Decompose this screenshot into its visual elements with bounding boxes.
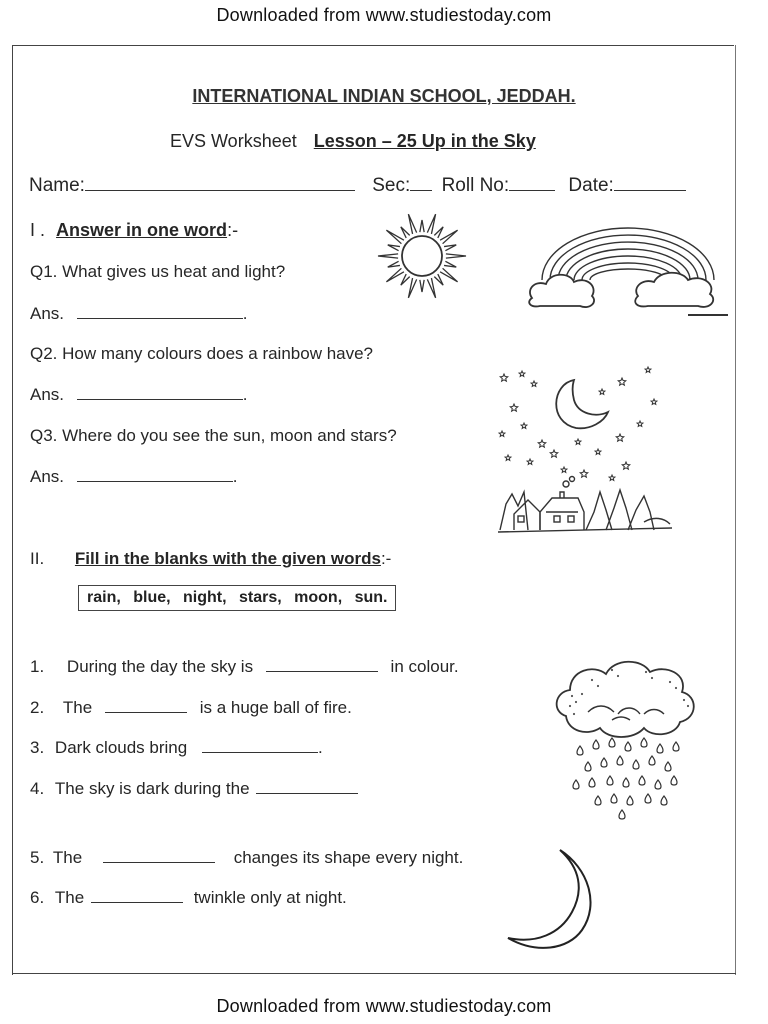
date-field[interactable] [614, 176, 686, 191]
blank-item-1 [30, 657, 459, 677]
rain-cloud-icon [552, 656, 700, 822]
answer-end: . [232, 467, 238, 486]
answer-3-row [30, 467, 238, 487]
item-number: 5. [30, 848, 45, 867]
item-number: 6. [30, 888, 45, 907]
answer-3-field[interactable] [77, 467, 233, 482]
section2-suffix: :- [380, 549, 392, 568]
worksheet-subject: EVS Worksheet [170, 131, 297, 151]
answer-label: Ans. [30, 304, 65, 323]
answer-label: Ans. [30, 385, 65, 404]
blank-item-6 [30, 888, 347, 908]
answer-2-field[interactable] [77, 385, 243, 400]
question-2: Q2. How many colours does a rainbow have? [30, 344, 374, 363]
sec-label: Sec: [372, 175, 411, 196]
blank-field-4[interactable] [256, 779, 358, 794]
blank-field-2[interactable] [105, 698, 187, 713]
blank-field-6[interactable] [91, 888, 183, 903]
name-field[interactable] [85, 176, 355, 191]
section2-heading [30, 549, 391, 569]
question-1: Q1. What gives us heat and light? [30, 262, 286, 281]
item-number: 4. [30, 779, 45, 798]
item-number: 1. [30, 657, 45, 676]
answer-end: . [242, 385, 248, 404]
download-banner-bottom: Downloaded from www.studiestoday.com [216, 996, 552, 1016]
item-text: changes its shape every night. [233, 848, 464, 867]
school-name: INTERNATIONAL INDIAN SCHOOL, JEDDAH. [192, 86, 576, 106]
sun-icon [376, 210, 468, 302]
answer-1-row [30, 304, 248, 324]
answer-end: . [242, 304, 248, 323]
item-text: The [54, 888, 85, 907]
item-text: During the day the sky is [66, 657, 254, 676]
blank-item-5 [30, 848, 463, 868]
frame-top-rule [12, 45, 734, 46]
item-text: twinkle only at night. [193, 888, 347, 907]
blank-field-5[interactable] [103, 848, 215, 863]
answer-label: Ans. [30, 467, 65, 486]
item-text: Dark clouds bring [54, 738, 188, 757]
crescent-moon-icon [498, 846, 610, 958]
frame-bottom-rule [12, 973, 736, 974]
sec-field[interactable] [410, 176, 432, 191]
blank-field-1[interactable] [266, 657, 378, 672]
item-number: 2. [30, 698, 45, 717]
blank-item-3 [30, 738, 323, 758]
item-text: The sky is dark during the [54, 779, 250, 798]
lesson-title: Lesson – 25 Up in the Sky [313, 131, 536, 151]
item-number: 3. [30, 738, 45, 757]
answer-2-row [30, 385, 248, 405]
blank-item-4 [30, 779, 358, 799]
answer-1-field[interactable] [77, 304, 243, 319]
item-text: is a huge ball of fire. [199, 698, 352, 717]
student-fields-row [29, 175, 686, 197]
rainbow-icon [524, 220, 736, 324]
section1-heading [30, 220, 238, 241]
section1-suffix: :- [227, 220, 239, 240]
download-banner-top: Downloaded from www.studiestoday.com [216, 5, 552, 25]
item-text: . [317, 738, 323, 757]
section1-title: Answer in one word [56, 220, 228, 240]
name-label: Name: [29, 175, 85, 196]
section2-title: Fill in the blanks with the given words [74, 549, 381, 568]
roll-field[interactable] [509, 176, 555, 191]
word-bank-box: rain, blue, night, stars, moon, sun. [78, 585, 396, 611]
section1-number: I . [30, 220, 46, 240]
night-sky-icon [494, 362, 674, 536]
roll-label: Roll No: [441, 175, 510, 196]
blank-item-2 [30, 698, 352, 718]
item-text: The [62, 698, 93, 717]
question-3: Q3. Where do you see the sun, moon and stars? [30, 426, 397, 445]
item-text: The [52, 848, 83, 867]
blank-field-3[interactable] [202, 738, 318, 753]
section2-number: II. [30, 549, 45, 568]
date-label: Date: [568, 175, 614, 196]
item-text: in colour. [390, 657, 459, 676]
